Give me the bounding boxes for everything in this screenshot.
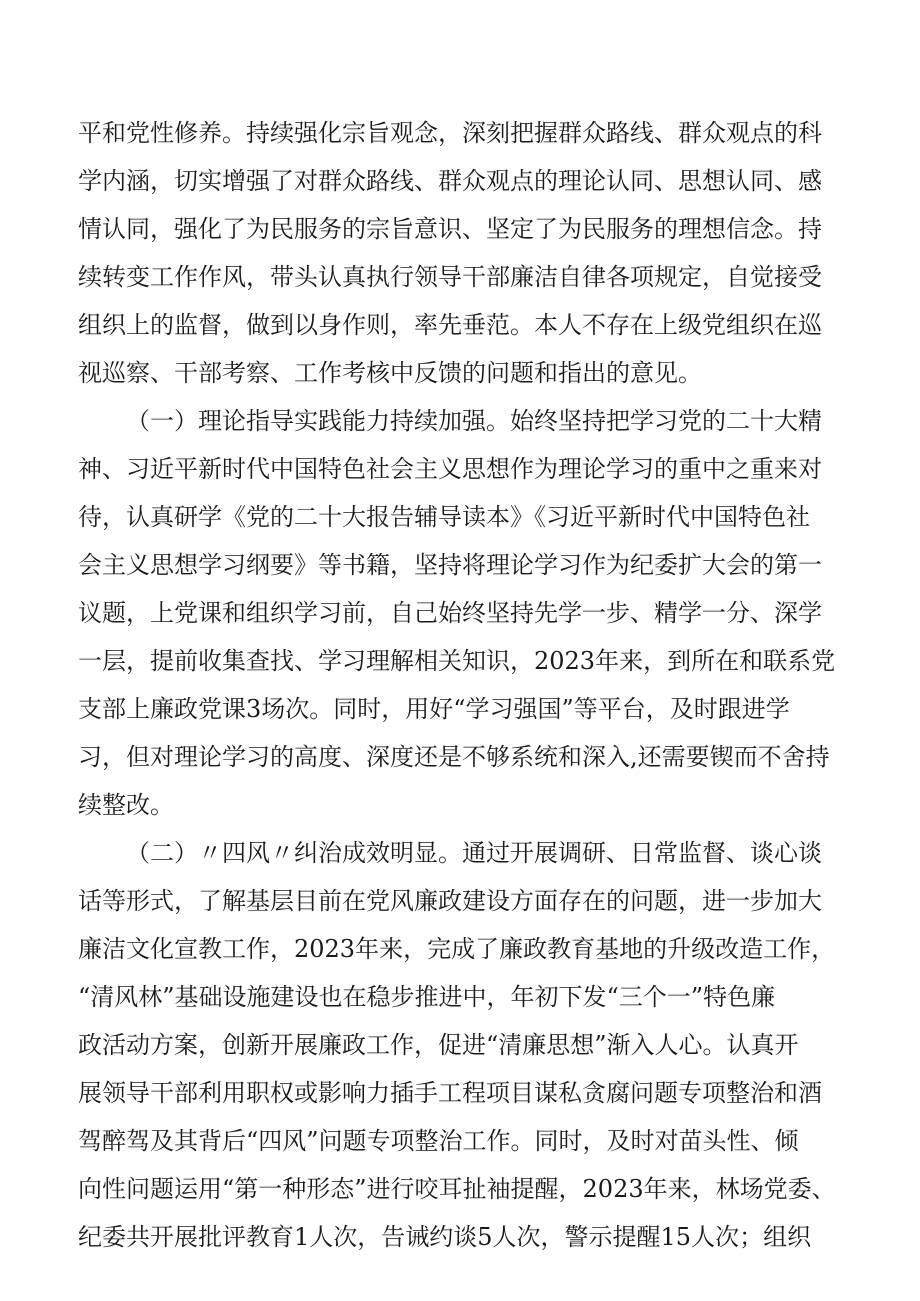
text-line-9: 待，认真研学《党的二十大报告辅导读本》《习近平新时代中国特色社 [78,503,810,531]
text-line-18: 廉洁文化宣教工作，2023年来，完成了廉政教育基地的升级改造工作， [78,935,836,963]
text-line-12: 一层，提前收集查找、学习理解相关知识，2023年来，到所在和联系党 [78,647,836,675]
text-line-10: 会主义思想学习纲要》等书籍，坚持将理论学习作为纪委扩大会的第一 [78,551,822,579]
text-line-20: 政活动方案，创新开展廉政工作，促进“清廉思想”渐入人心。认真开 [78,1031,799,1059]
text-line-5: 组织上的监督，做到以身作则，率先垂范。本人不存在上级党组织在巡 [78,311,822,339]
text-line-15: 续整改。 [78,791,174,819]
text-line-4: 续转变工作作风，带头认真执行领导干部廉洁自律各项规定，自觉接受 [78,263,822,291]
text-line-11: 议题，上党课和组织学习前，自己始终坚持先学一步、精学一分、深学 [78,599,822,627]
text-line-24: 纪委共开展批评教育1人次，告诫约谈5人次，警示提醒15人次；组织 [78,1223,812,1251]
text-line-2: 学内涵，切实增强了对群众路线、群众观点的理论认同、思想认同、感 [78,167,822,195]
text-line-6: 视巡察、干部考察、工作考核中反馈的问题和指出的意见。 [78,359,702,387]
text-line-22: 驾醉驾及其背后“四风”问题专项整治工作。同时，及时对苗头性、倾 [78,1127,799,1155]
text-line-7: （一）理论指导实践能力持续加强。始终坚持把学习党的二十大精 [126,407,822,435]
text-line-21: 展领导干部利用职权或影响力插手工程项目谋私贪腐问题专项整治和酒 [78,1079,822,1107]
text-line-16: （二）〃四风〃纠治成效明显。通过开展调研、日常监督、谈心谈 [126,839,822,867]
text-line-23: 向性问题运用“第一种形态”进行咬耳扯袖提醒，2023年来，林场党委、 [78,1175,836,1203]
text-line-13: 支部上廉政党课3场次。同时，用好“学习强国”等平台，及时跟进学 [78,695,790,723]
text-line-8: 神、习近平新时代中国特色社会主义思想作为理论学习的重中之重来对 [78,455,822,483]
text-line-17: 话等形式，了解基层目前在党风廉政建设方面存在的问题，进一步加大 [78,887,822,915]
text-line-3: 情认同，强化了为民服务的宗旨意识、坚定了为民服务的理想信念。持 [78,215,822,243]
text-line-14: 习，但对理论学习的高度、深度还是不够系统和深入,还需要锲而不舍持 [78,743,830,771]
text-line-1: 平和党性修养。持续强化宗旨观念，深刻把握群众路线、群众观点的科 [78,119,822,147]
text-line-19: “清风林”基础设施建设也在稳步推进中，年初下发“三个一”特色廉 [78,983,776,1011]
